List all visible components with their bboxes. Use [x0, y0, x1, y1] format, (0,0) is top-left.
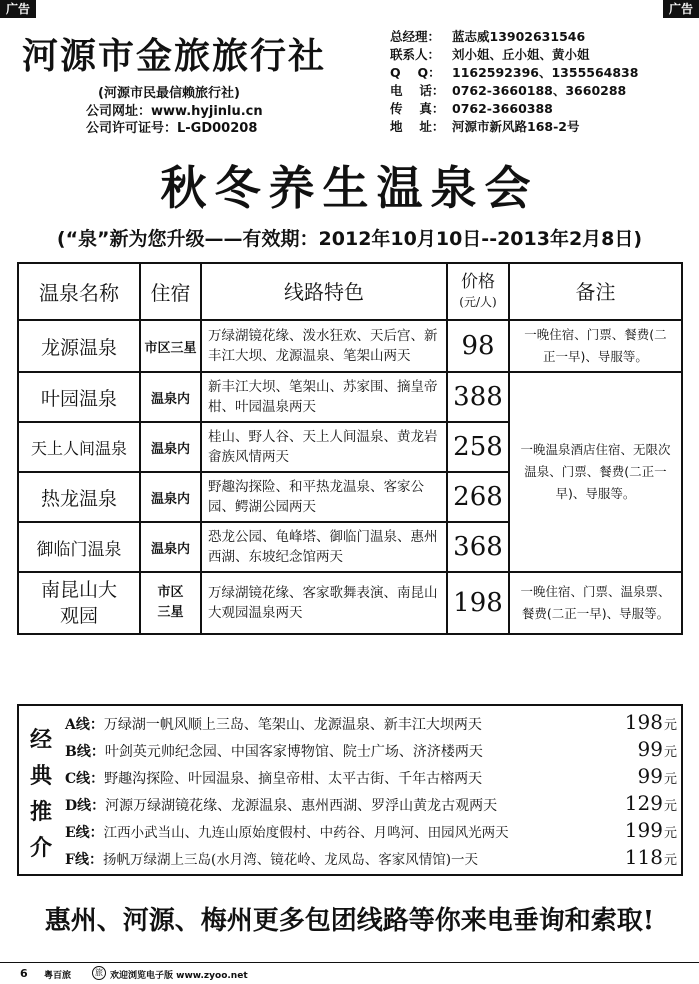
price: 388 — [447, 372, 509, 422]
list-item: C线： 野趣沟探险、叶园温泉、摘皇帝柑、太平古街、千年古榕两天 99 元 — [65, 764, 677, 788]
spring-name: 南昆山大观园 — [18, 572, 140, 634]
spring-name: 叶园温泉 — [18, 372, 140, 422]
header-price: 价格 (元/人) — [447, 263, 509, 320]
spring-name: 热龙温泉 — [18, 472, 140, 522]
contact-manager: 总经理： 蓝志威13902631546 — [390, 29, 586, 44]
spring-name: 龙源温泉 — [18, 320, 140, 372]
hot-spring-table — [17, 262, 683, 635]
header-price-unit: (元/人) — [459, 294, 497, 309]
spring-name: 御临门温泉 — [18, 522, 140, 572]
list-item: A线： 万绿湖一帆风顺上三岛、笔架山、龙源温泉、新丰江大坝两天 198 元 — [65, 710, 677, 734]
classic-routes-list — [65, 710, 677, 872]
table-row — [18, 572, 682, 634]
header-name: 温泉名称 — [18, 263, 140, 320]
route: 万绿湖镜花缘、泼水狂欢、天后宫、新丰江大坝、龙源温泉、笔架山两天 — [201, 320, 447, 372]
header-route: 线路特色 — [201, 263, 447, 320]
route: 野趣沟探险、和平热龙温泉、客家公园、鳄湖公园两天 — [201, 472, 447, 522]
contact-info — [390, 28, 690, 136]
contact-address: 地 址： 河源市新风路168-2号 — [390, 119, 580, 134]
list-item: E线： 江西小武当山、九连山原始度假村、中药谷、月鸣河、田园风光两天 199 元 — [65, 818, 677, 842]
ad-tag-right: 广告 — [663, 0, 699, 18]
company-website: 公司网址：www.hyjinlu.cn — [86, 104, 263, 119]
stay: 市区三星 — [140, 320, 201, 372]
footer-message: 惠州、河源、梅州更多包团线路等你来电垂询和索取! — [44, 906, 655, 936]
route: 桂山、野人谷、天上人间温泉、黄龙岩畲族风情两天 — [201, 422, 447, 472]
stay: 温泉内 — [140, 372, 201, 422]
page-number: 6 — [20, 967, 28, 980]
price: 268 — [447, 472, 509, 522]
contact-phone: 电 话： 0762-3660188、3660288 — [390, 83, 627, 98]
company-alias: (河源市民最信赖旅行社) — [98, 86, 240, 101]
header-stay: 住宿 — [140, 263, 201, 320]
publication-logo-icon: 旅 — [92, 966, 106, 980]
classic-routes-box — [17, 704, 683, 876]
contact-fax: 传 真： 0762-3660388 — [390, 101, 553, 116]
page-title: 秋冬养生温泉会 — [160, 161, 539, 215]
price: 98 — [447, 320, 509, 372]
table-row — [18, 320, 682, 372]
note: 一晚住宿、门票、温泉票、餐费(二正一早)、导服等。 — [509, 572, 682, 634]
stay: 市区三星 — [140, 572, 201, 634]
price: 258 — [447, 422, 509, 472]
price: 368 — [447, 522, 509, 572]
contact-persons: 联系人： 刘小姐、丘小姐、黄小姐 — [390, 47, 590, 62]
route: 恐龙公园、龟峰塔、御临门温泉、惠州西湖、东坡纪念馆两天 — [201, 522, 447, 572]
company-header — [0, 22, 699, 137]
company-license: 公司许可证号：L-GD00208 — [86, 121, 258, 136]
stay: 温泉内 — [140, 472, 201, 522]
list-item: F线： 扬帆万绿湖上三岛(水月湾、镜花岭、龙凤岛、客家风情馆)一天 118 元 — [65, 845, 677, 869]
table-header-row — [18, 263, 682, 320]
route: 万绿湖镜花缘、客家歌舞表演、南昆山大观园温泉两天 — [201, 572, 447, 634]
table-row — [18, 372, 682, 422]
ad-tag-left: 广告 — [0, 0, 36, 18]
stay: 温泉内 — [140, 422, 201, 472]
publication-name: 粤百旅 — [44, 971, 72, 981]
company-name: 河源市金旅旅行社 — [22, 36, 327, 77]
list-item: B线： 叶剑英元帅纪念园、中国客家博物馆、院士广场、济济楼两天 99 元 — [65, 737, 677, 761]
shared-note: 一晚温泉酒店住宿、无限次温泉、门票、餐费(二正一早)、导服等。 — [509, 372, 682, 572]
page-footer — [0, 962, 699, 984]
classic-routes-label: 经 典 推 介 — [29, 727, 52, 861]
header-note: 备注 — [509, 263, 682, 320]
route: 新丰江大坝、笔架山、苏家围、摘皇帝柑、叶园温泉两天 — [201, 372, 447, 422]
stay: 温泉内 — [140, 522, 201, 572]
publication-website: 欢迎浏览电子版 www.zyoo.net — [110, 971, 248, 981]
note: 一晚住宿、门票、餐费(二正一早)、导服等。 — [509, 320, 682, 372]
page-subtitle: (“泉”新为您升级——有效期：2012年10月10日--2013年2月8日) — [56, 228, 643, 250]
price: 198 — [447, 572, 509, 634]
spring-name: 天上人间温泉 — [18, 422, 140, 472]
list-item: D线： 河源万绿湖镜花缘、龙源温泉、惠州西湖、罗浮山黄龙古观两天 129 元 — [65, 791, 677, 815]
contact-qq: Q Q： 1162592396、1355564838 — [390, 65, 639, 80]
